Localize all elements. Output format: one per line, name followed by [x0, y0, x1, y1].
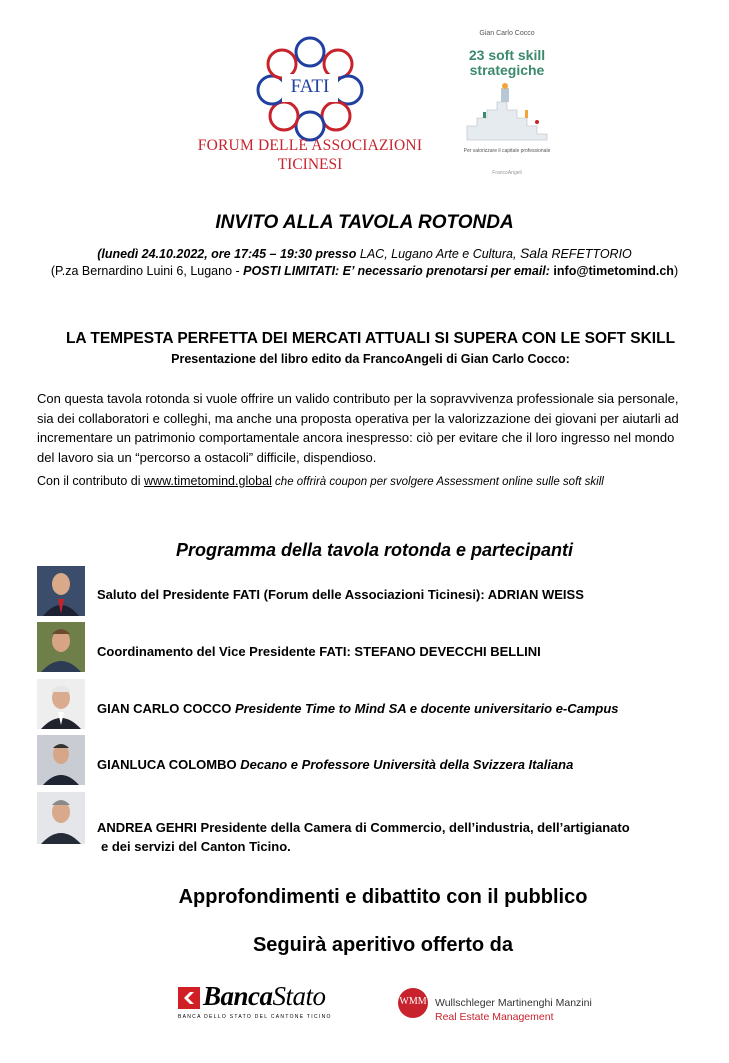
timetomind-link[interactable]: www.timetomind.global — [144, 474, 272, 488]
program-item-gehri-line2: e dei servizi del Canton Ticino. — [101, 839, 291, 854]
program-item-cocco — [97, 701, 619, 716]
book-author: Gian Carlo Cocco — [479, 30, 535, 37]
invite-sala-name: REFETTORIO — [547, 247, 632, 261]
program-item-weiss: Saluto del Presidente FATI (Forum delle Associazioni Ticinesi): ADRIAN WEISS — [97, 587, 584, 602]
wmm-logo — [397, 987, 627, 1027]
invite-booking-note: POSTI LIMITATI: E’ necessario prenotarsi per email: — [243, 264, 554, 278]
book-cover — [453, 30, 561, 180]
program-item-gehri: ANDREA GEHRI Presidente della Camera di Commercio, dell’industria, dell’artigianato — [97, 820, 630, 835]
program-item-devecchi: Coordinamento del Vice Presidente FATI: STEFANO DEVECCHI BELLINI — [97, 644, 541, 659]
wmm-mark: WMM — [399, 996, 427, 1007]
book-title-line2: strategiche — [469, 62, 545, 78]
bancastato-banca: Banca — [203, 981, 273, 1011]
invite-date: (lunedì 24.10.2022, ore 17:45 – 19:30 presso — [97, 247, 360, 261]
invite-address: (P.za Bernardino Luini 6, Lugano - — [50, 264, 244, 278]
fati-name-line2: TICINESI — [277, 156, 343, 173]
program-item-colombo — [97, 757, 573, 772]
intro-line: incrementare un patrimonio comportamentale ancora inespresso: ciò per evitare che il loro ingresso nel mondo — [37, 430, 675, 445]
intro-line: del lavoro sia un “percorso a ostacoli” difficile, dispendioso. — [37, 449, 377, 465]
program-item-colombo-role: Decano e Professore Università della Svizzera Italiana — [240, 757, 574, 772]
person-icon — [37, 679, 85, 729]
staircase-illustration-icon — [457, 82, 557, 142]
person-icon — [37, 792, 85, 844]
intro-paragraph — [37, 389, 717, 467]
wmm-name: Wullschleger Martinenghi Manzini — [435, 997, 592, 1009]
invite-date-line — [0, 245, 729, 261]
program-item-cocco-name: GIAN CARLO COCCO — [97, 701, 235, 716]
intro-line: Con questa tavola rotonda si vuole offrire un valido contributo per la sopravvivenza professionale sia personale, — [37, 391, 679, 406]
bancastato-logo — [178, 981, 358, 1025]
fati-logo — [190, 30, 430, 190]
headline-subtitle: Presentazione del libro edito da FrancoAngeli di Gian Carlo Cocco: — [171, 352, 570, 366]
fati-mark: FATI — [290, 76, 330, 97]
book-publisher: FrancoAngeli — [492, 170, 522, 176]
person-icon — [37, 566, 85, 616]
invite-venue-lac: LAC — [359, 247, 385, 261]
avatar — [37, 566, 85, 616]
contribution-desc: che offrirà coupon per svolgere Assessment online sulle soft skill — [271, 476, 604, 488]
program-item-cocco-role: Presidente Time to Mind SA e docente universitario e-Campus — [234, 701, 619, 716]
closing-debate: Approfondimenti e dibattito con il pubblico — [178, 886, 588, 908]
person-icon — [37, 735, 85, 785]
invite-venue-desc: , Lugano Arte e Cultura, — [384, 247, 520, 261]
closing-aperitivo: Seguirà aperitivo offerto da — [252, 934, 514, 956]
headline-title: LA TEMPESTA PERFETTA DEI MERCATI ATTUALI SI SUPERA CON LE SOFT SKILL — [65, 330, 676, 347]
invite-title: INVITO ALLA TAVOLA ROTONDA — [215, 212, 514, 233]
invite-address-close: ) — [673, 264, 679, 278]
bancastato-stato: Stato — [272, 981, 326, 1011]
wmm-tagline: Real Estate Management — [435, 1011, 554, 1023]
bancastato-subtitle: BANCA DELLO STATO DEL CANTONE TICINO — [178, 1014, 332, 1020]
bancastato-wordmark — [203, 981, 326, 1012]
intro-line: sia dei collaboratori e colleghi, ma anche una proposta operativa per la valorizzazione dei giovani per aiutarli ad — [37, 410, 679, 426]
invite-address-line — [0, 264, 729, 278]
contribution-line — [37, 474, 604, 488]
fati-name-line1: FORUM DELLE ASSOCIAZIONI — [197, 137, 423, 154]
avatar — [37, 622, 85, 672]
bancastato-mark-icon — [178, 987, 200, 1009]
book-title-line1: 23 soft skill — [468, 47, 546, 63]
program-item-colombo-name: GIANLUCA COLOMBO — [97, 757, 241, 772]
contribution-label: Con il contributo di — [37, 474, 145, 488]
avatar — [37, 679, 85, 729]
avatar — [37, 735, 85, 785]
book-subtitle: Per valorizzare il capitale professionale — [463, 148, 551, 154]
avatar — [37, 792, 85, 844]
invite-sala-label: Sala — [519, 245, 548, 261]
person-icon — [37, 622, 85, 672]
invite-email[interactable]: info@timetomind.ch — [553, 264, 674, 278]
program-title: Programma della tavola rotonda e partecipanti — [175, 540, 574, 560]
